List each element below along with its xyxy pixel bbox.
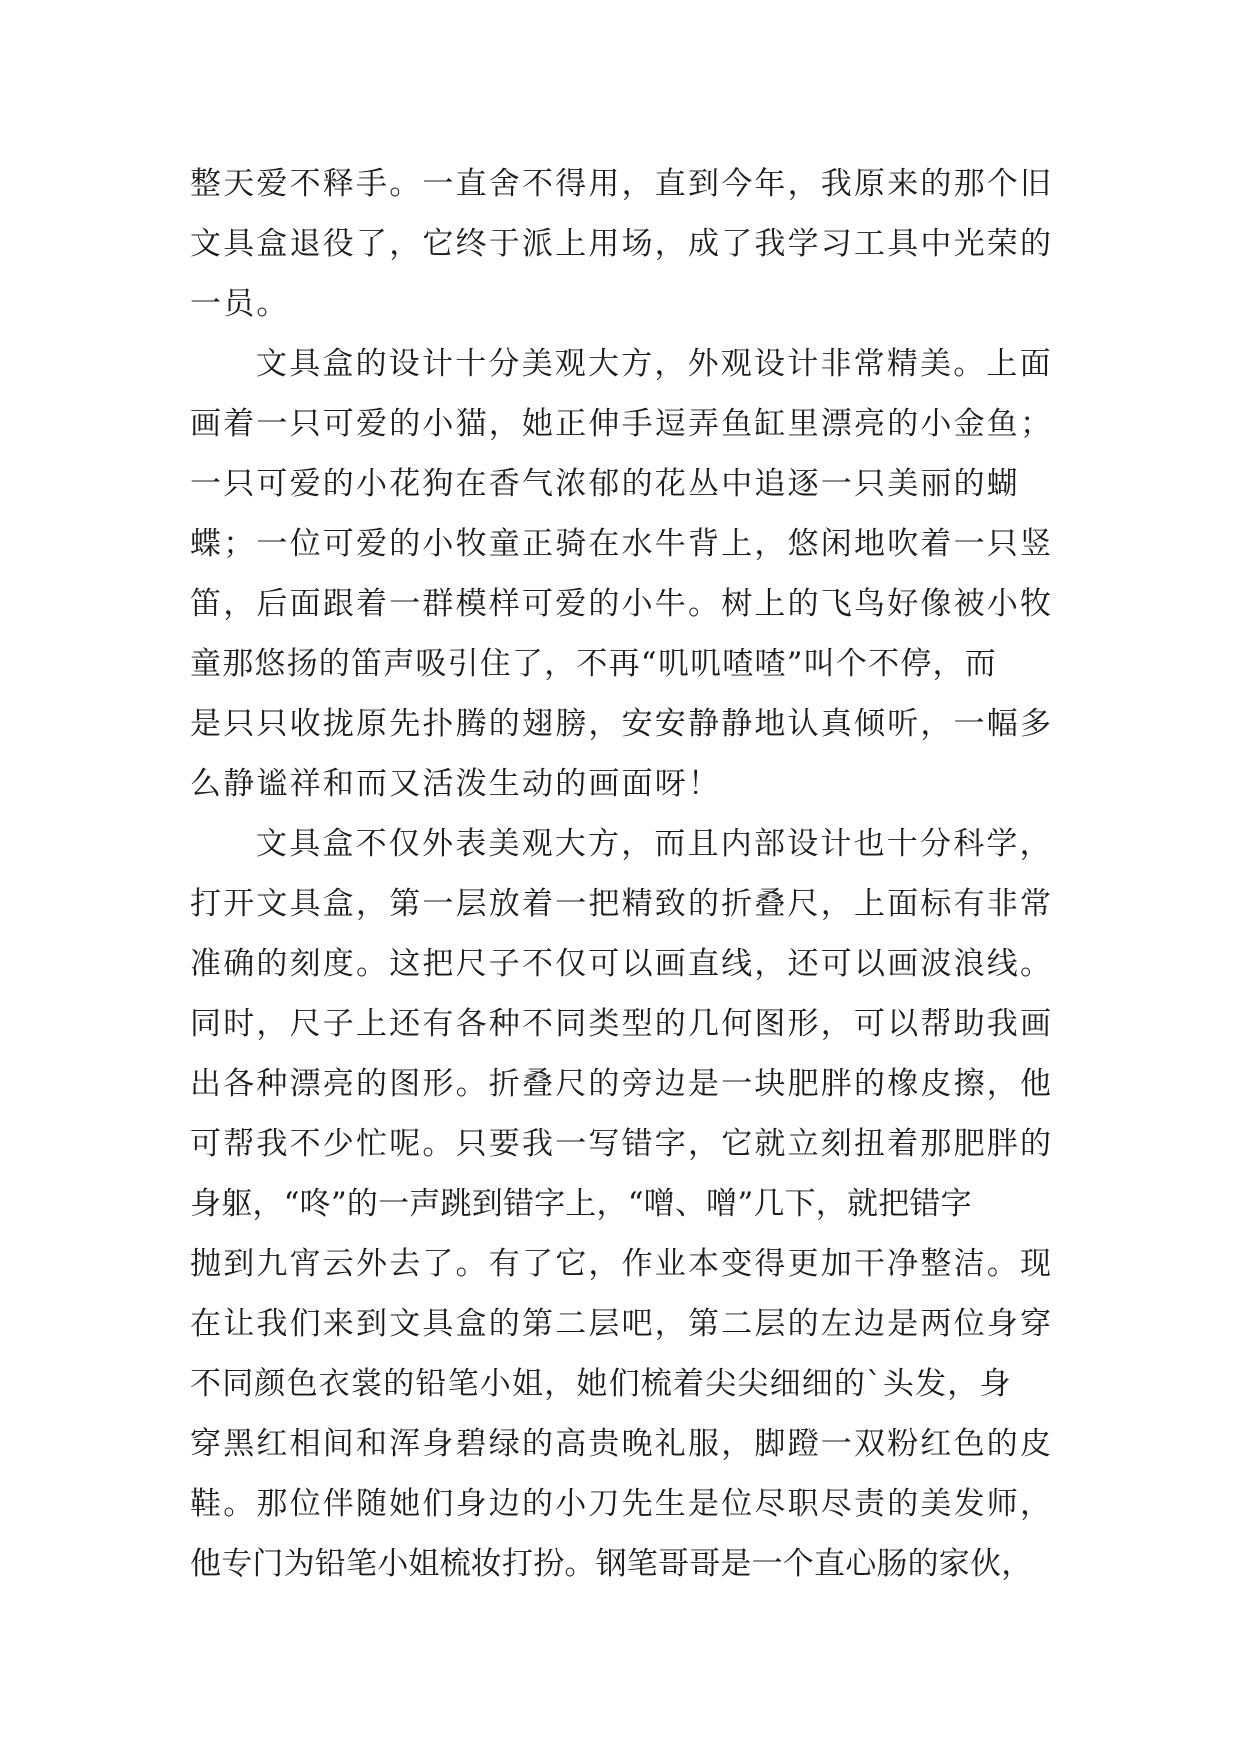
paragraph-first-line: 文具盒的设计十分美观大方，外观设计非常精美。上面 bbox=[256, 346, 1053, 382]
text-line: 一只可爱的小花狗在香气浓郁的花丛中追逐一只美丽的蝴 bbox=[190, 466, 1020, 502]
text-line: 文具盒退役了，它终于派上用场，成了我学习工具中光荣的 bbox=[190, 226, 1054, 262]
text-line: 准确的刻度。这把尺子不仅可以画直线，还可以画波浪线。 bbox=[190, 946, 1054, 982]
text-line: 笛，后面跟着一群模样可爱的小牛。树上的飞鸟好像被小牧 bbox=[190, 586, 1054, 622]
body-text bbox=[190, 154, 1090, 1594]
text-line: 鞋。那位伴随她们身边的小刀先生是位尽职尽责的美发师， bbox=[190, 1486, 1054, 1522]
text-line: 出各种漂亮的图形。折叠尺的旁边是一块肥胖的橡皮擦，他 bbox=[190, 1066, 1054, 1102]
text-line: 打开文具盒，第一层放着一把精致的折叠尺，上面标有非常 bbox=[190, 886, 1054, 922]
text-line: 一员。 bbox=[190, 286, 290, 322]
text-line: 画着一只可爱的小猫，她正伸手逗弄鱼缸里漂亮的小金鱼； bbox=[190, 406, 1054, 442]
text-line: 抛到九宵云外去了。有了它，作业本变得更加干净整洁。现 bbox=[190, 1246, 1054, 1282]
text-line: 不同颜色衣裳的铅笔小姐，她们梳着尖尖细细的`头发，身 bbox=[190, 1366, 1012, 1402]
text-line: 童那悠扬的笛声吸引住了，不再“叽叽喳喳”叫个不停，而 bbox=[190, 646, 997, 682]
text-line: 身躯，“咚”的一声跳到错字上，“噌、噌”几下，就把错字 bbox=[190, 1186, 972, 1222]
paragraph-first-line: 文具盒不仅外表美观大方，而且内部设计也十分科学， bbox=[256, 826, 1053, 862]
text-line: 可帮我不少忙呢。只要我一写错字，它就立刻扭着那肥胖的 bbox=[190, 1126, 1054, 1162]
text-line: 蝶；一位可爱的小牧童正骑在水牛背上，悠闲地吹着一只竖 bbox=[190, 526, 1054, 562]
text-line: 他专门为铅笔小姐梳妆打扮。钢笔哥哥是一个直心肠的家伙， bbox=[190, 1546, 1033, 1582]
text-line: 穿黑红相间和浑身碧绿的高贵晚礼服，脚蹬一双粉红色的皮 bbox=[190, 1426, 1054, 1462]
text-line: 同时，尺子上还有各种不同类型的几何图形，可以帮助我画 bbox=[190, 1006, 1054, 1042]
text-line: 整天爱不释手。一直舍不得用，直到今年，我原来的那个旧 bbox=[190, 166, 1054, 202]
text-line: 是只只收拢原先扑腾的翅膀，安安静静地认真倾听，一幅多 bbox=[190, 706, 1054, 742]
text-line: 么静谧祥和而又活泼生动的画面呀！ bbox=[190, 766, 722, 802]
text-line: 在让我们来到文具盒的第二层吧，第二层的左边是两位身穿 bbox=[190, 1306, 1054, 1342]
